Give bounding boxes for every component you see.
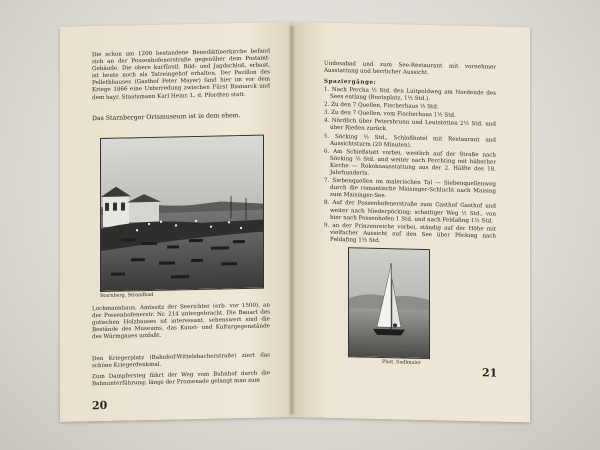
list-item: 2. Zu den 7 Quellen, Fischerhaus ⅓ Std.	[324, 101, 439, 111]
right-intro: Undosabad und zum See-Restaurant mit vornehmer Ausstattung und herrlicher Aussicht.	[324, 60, 496, 77]
left-para-history: Die schon um 1200 bestandene Benediktinerkirche befand sich an der Possenhofenerstraße gegenüber dem Postamt-Gebäude. Die obere kurfürstl. Bild- und Jagdschloß, erbaut, ist heute noch als Tatreingehof erhalten. Der Pavillon des Pellethhauses (Gasthof Peter Mayer) fand hier im vor dem Kriege 1866 eine Unterredung zwischen Fürst Bismarck und dem bayr. Staatsmann Karl Heinr. L. d. Pfordten statt.	[92, 48, 270, 101]
list-item: 6. Am Schießstatt vorbei, westlich auf der Straße nach Söcking ⅓ Std. und weiter nach Perchting mit hübscher Kirche — Rokokoausstattung aus der 2. Hälfte des 18. Jahrhunderts.	[324, 148, 496, 177]
right-page	[292, 22, 530, 422]
walks-list	[324, 87, 496, 249]
list-item: 1. Nach Percha ½ Std. den Luitpoldweg am Nordende des Sees entlang (Bootsplatz, 1½ Std.).	[324, 86, 496, 103]
booklet-gutter	[288, 26, 296, 414]
lake-bath-photo	[100, 135, 264, 292]
left-para-steamer: Zum Dampfersteg führt der Weg vom Bahnhof durch die Bahnunterführung; längs der Promenade gelangt man zum	[92, 370, 270, 388]
list-item: 5. Söcking ½ Std., Schloßhotel mit Restaurant und Aussichtsturm (20 Minuten).	[324, 133, 496, 149]
left-museum-line: Das Starnberger Ortsmuseum ist in dem ehem.	[92, 112, 241, 123]
left-page-number: 20	[92, 398, 108, 413]
right-page-number: 21	[482, 366, 498, 380]
left-para-memorial: Den Kriegerplatz (Bahnhof-Wittelsbacherstraße) ziert das schöne Kriegerdenkmal.	[92, 352, 270, 370]
sailboat-photo	[348, 247, 430, 359]
left-page	[60, 22, 292, 422]
list-item: 7. Siebenquellen im malerischen Tal — Siebenquellenweg durch die romantische Maisinger-Schlucht nach Maising zum Maisinger-See.	[324, 177, 496, 200]
list-item: 3. Zu den 7 Quellen, vom Fischerhaus 1½ Std.	[324, 110, 456, 119]
open-booklet	[60, 22, 530, 417]
list-item: 9. an der Prinzenreiche vorbei, ständig auf der Höhe mit vielfacher Aussicht auf den See über Pöcking nach Feldafing 1½ Std.	[324, 222, 496, 244]
walks-heading: Spaziergänge:	[324, 78, 377, 86]
left-para-museum: Lochmannhaus, Amtssitz der Seerichter (erb. vor 1500), an der Possenhofenerstr. Nr. 214 untergebracht. Die Bauart des gotischen Holzhauses ist interessant, sehenswert sind die Bestände des Museums, das Kunst- und Kulturgegenstände des Würmgaues umfaßt.	[92, 302, 270, 341]
list-item: 4. Nördlich über Petersbrunn und Leutstetten 2½ Std. und über Rieden zurück.	[324, 118, 496, 133]
sailboat-caption: Phot. Sedlmaier	[382, 360, 421, 366]
list-item: 8. Auf der Possenhofenerstraße zum Gasthof Gasthof und weiter nach Niederpöcking; schattiger Weg ½ Std., von hier nach Possenhofen 1 Std. und nach Feldafing 1½ Std.	[324, 200, 496, 225]
lake-bath-caption: Starnberg, Strandbad	[100, 292, 154, 300]
